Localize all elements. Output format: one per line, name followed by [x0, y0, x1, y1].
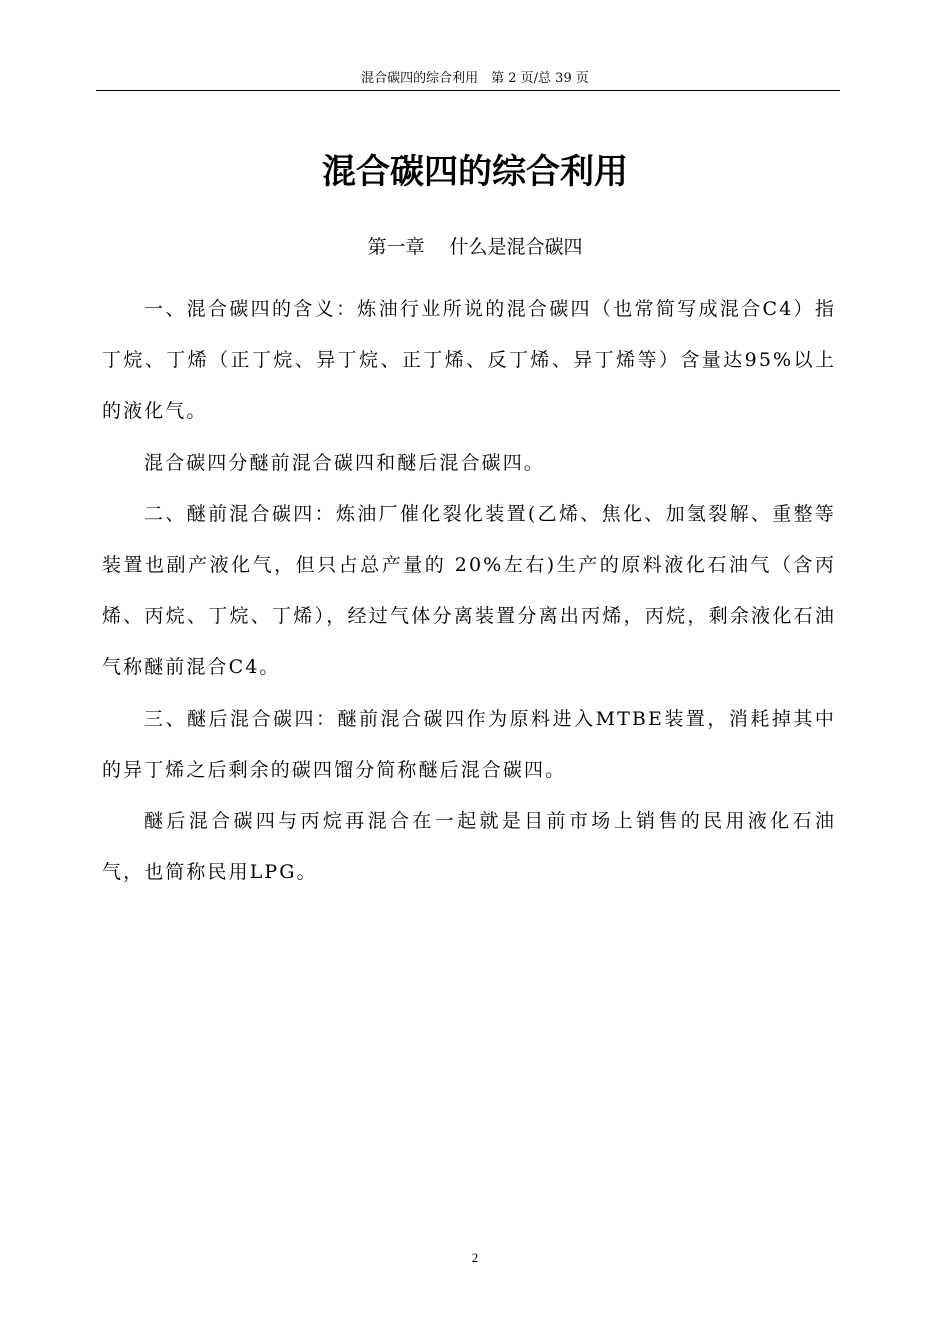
- chapter-heading: 第一章 什么是混合碳四: [367, 236, 583, 258]
- header-divider: [96, 90, 840, 91]
- paragraph-classification: 混合碳四分醚前混合碳四和醚后混合碳四。: [144, 451, 545, 474]
- paragraph-civil-lpg: 醚后混合碳四与丙烷再混合在一起就是目前市场上销售的民用液化石油气，也简称民用LPG。: [102, 810, 836, 884]
- page-header: 混合碳四的综合利用 第 2 页/总 39 页: [361, 71, 589, 86]
- paragraph-definition: 一、混合碳四的含义：炼油行业所说的混合碳四（也常简写成混合C4）指丁烷、丁烯（正丁烷、异丁烷、正丁烯、反丁烯、异丁烯等）含量达95%以上的液化气。: [102, 298, 836, 423]
- paragraph-pre-ether: 二、醚前混合碳四：炼油厂催化裂化装置(乙烯、焦化、加氢裂解、重整等装置也副产液化气，但只占总产量的 20%左右)生产的原料液化石油气（含丙烯、丙烷、丁烷、丁烯），经过气体分离装置分离出丙烯，丙烷，剩余液化石油气称醚前混合C4。: [102, 502, 836, 679]
- document-title: 混合碳四的综合利用: [322, 152, 628, 192]
- body-text: [102, 284, 836, 898]
- paragraph-post-ether: 三、醚后混合碳四：醚前混合碳四作为原料进入MTBE装置，消耗掉其中的异丁烯之后剩余的碳四馏分简称醚后混合碳四。: [102, 707, 836, 781]
- page-number: 2: [471, 1250, 479, 1265]
